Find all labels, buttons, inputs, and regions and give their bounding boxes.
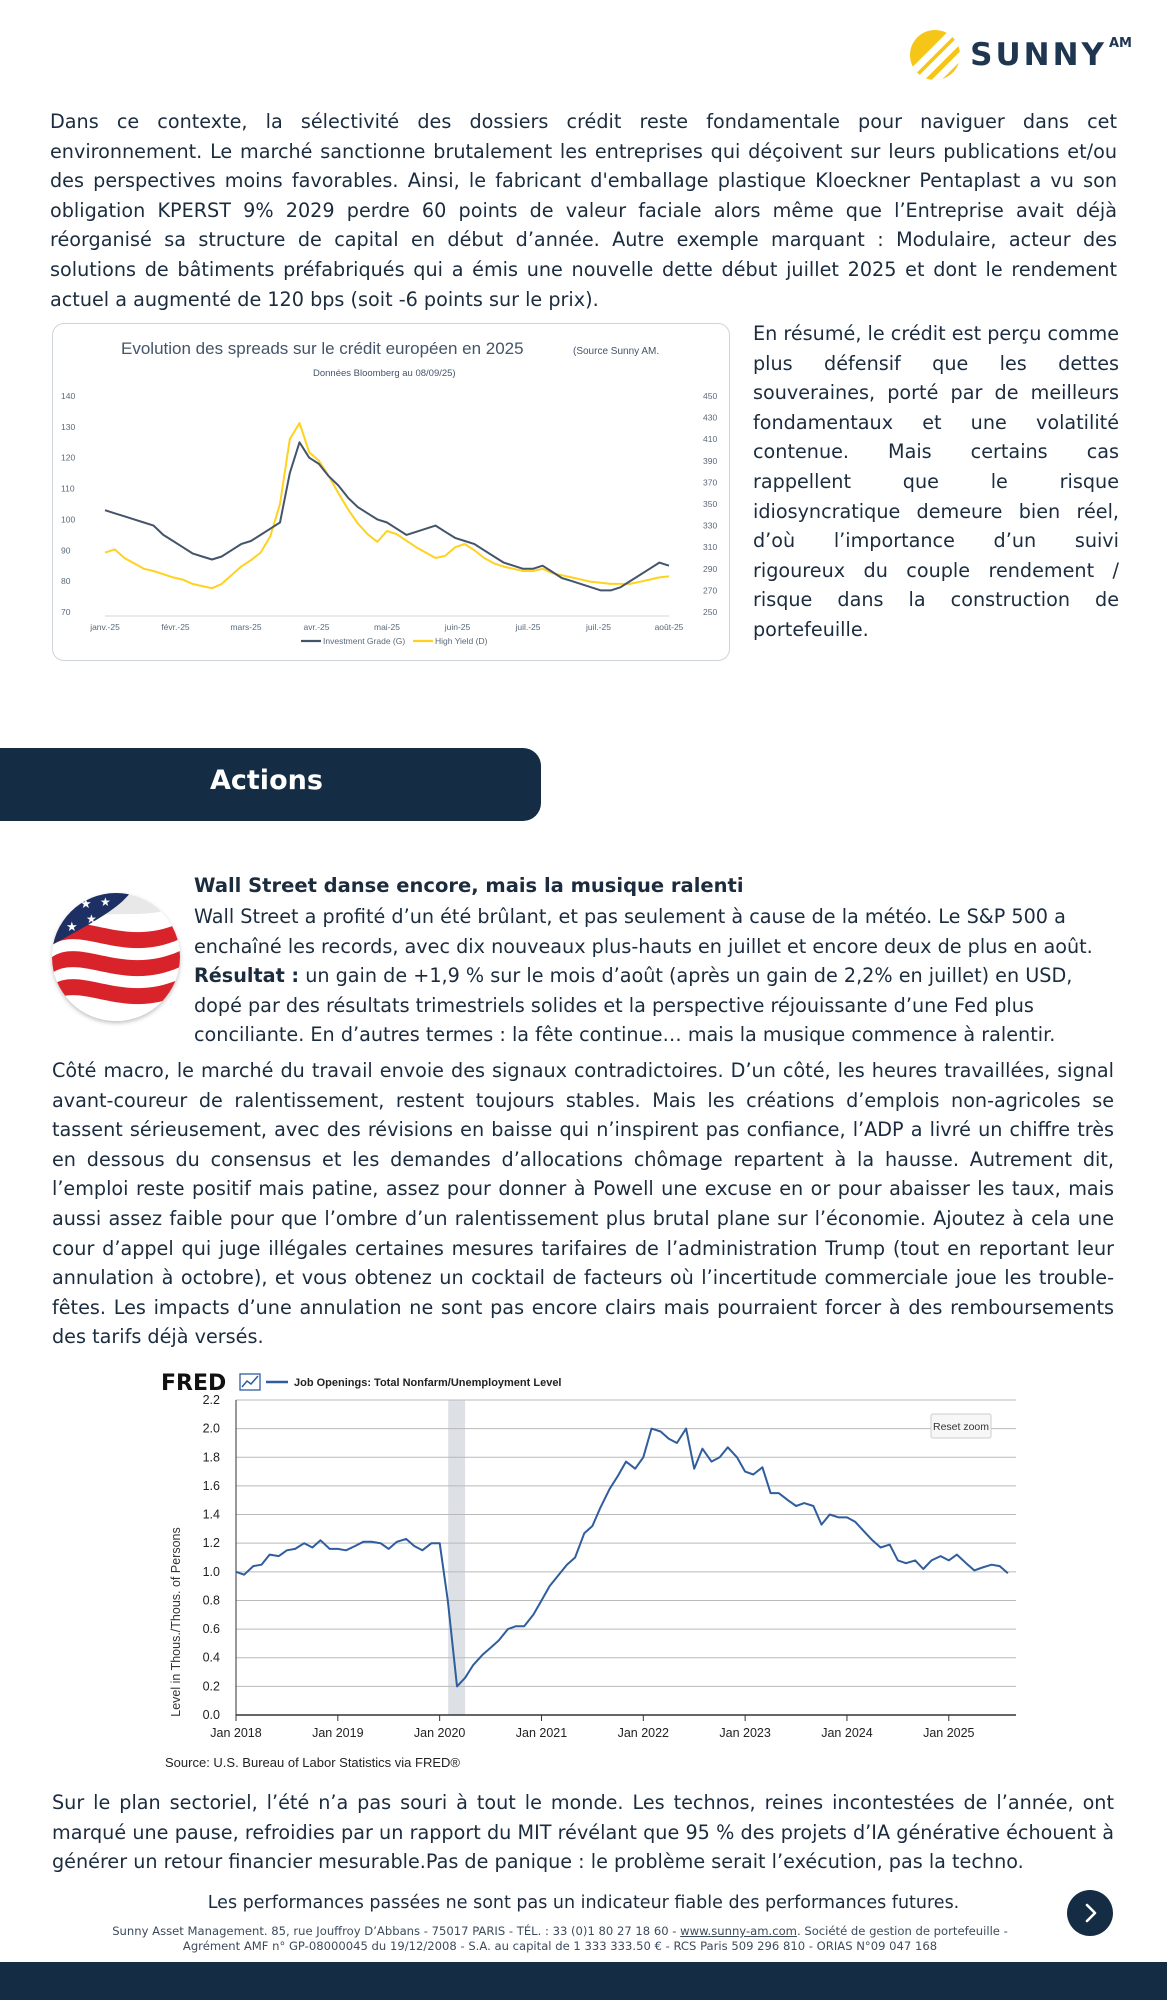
credit-intro-paragraph: Dans ce contexte, la sélectivité des dossiers crédit reste fondamentale pour naviguer dans cet environnement. Le marché sanctionne brutalement les entreprises qui déçoivent sur leurs publications et/ou des perspectives moins favorables. Ainsi, le fabricant d'emballage plastique Kloeckner Pentaplast a vu son obligation KPERST 9% 2029 perdre 60 points de valeur faciale alors même que l’Entreprise avait déjà réorganisé sa structure de capital en début d’année. Autre exemple marquant : Modulaire, acteur des solutions de bâtiments préfabriqués qui a émis une nouvelle dette début juillet 2025 et dont le rendement actuel a augmenté de 120 bps (soit -6 points sur le prix). <box>50 110 1117 311</box>
sector-paragraph: Sur le plan sectoriel, l’été n’a pas souri à tout le monde. Les technos, reines incontestées de l’année, ont marqué une pause, refroidies par un rapport du MIT révélant que 95 % des projets d’IA générative échouent à générer un retour financier mesurable.Pas de panique : le problème serait l’exécution, pas la techno. <box>52 1791 1114 1874</box>
macro-paragraph: Côté macro, le marché du travail envoie des signaux contradictoires. D’un côté, les heures travaillées, signal avant-coureur de ralentissement, restent toujours stables. Mais les créations d’emplois non-agricoles se tassent sérieusement, avec des révisions en baisse qui n’inspirent pas confiance, l’ADP a livré un chiffre très en dessous du consensus et les demandes d’allocations chômage repartent à la hausse. Autrement dit, l’emploi reste positif mais patine, assez pour donner à Powell une excuse en or pour abaisser les taux, mais aussi assez faible pour que l’ombre d’un ralentissement plus brutal plane sur l’économie. Ajoutez à cela une cour d’appel qui juge illégales certaines mesures tarifaires de l’administration Trump (tout en reportant leur annulation à octobre), et vous obtenez un cocktail de facteurs où l’incertitude commerciale joue les trouble-fêtes. Les impacts d’une annulation ne sont pas encore clairs mais pourraient forcer à des remboursements des tarifs déjà versés. <box>52 1059 1114 1349</box>
spread-right-tick: 410 <box>703 434 718 445</box>
fred-y-tick: 0.6 <box>202 1622 220 1637</box>
fred-y-tick: 2.0 <box>202 1421 220 1436</box>
section-title: Actions <box>210 765 323 796</box>
spread-x-tick: mars-25 <box>230 622 262 632</box>
fred-chart <box>158 1362 1020 1780</box>
credit-summary-paragraph: En résumé, le crédit est perçu comme plus défensif que les dettes souveraines, porté par de meilleurs fondamentaux et une volatilité contenue. Mais certains cas rappellent que le risque idiosyncratique demeure bien réel, d’où l’importance d’un suivi rigoureux du couple rendement / risque dans la construction de portefeuille. <box>753 322 1119 641</box>
spread-chart <box>53 324 729 660</box>
spread-right-tick: 310 <box>703 542 718 553</box>
fred-y-tick: 0.2 <box>202 1679 220 1694</box>
result-label: Résultat : <box>194 964 300 988</box>
spread-right-tick: 390 <box>703 455 718 466</box>
spread-right-tick: 350 <box>703 499 718 509</box>
spread-left-tick: 140 <box>61 391 76 401</box>
equities-headline: Wall Street danse encore, mais la musique ralenti <box>194 874 744 897</box>
fred-x-tick: Jan 2019 <box>312 1726 364 1740</box>
spread-left-tick: 80 <box>61 576 71 587</box>
footer-bar <box>0 1962 1167 2000</box>
section-header-band <box>0 748 541 821</box>
legend-ig-label: Investment Grade (G) <box>323 636 406 646</box>
website-link[interactable]: www.sunny-am.com <box>680 1924 797 1938</box>
legal-text-b: . Société de gestion de portefeuille - Agrément AMF n° GP-08000045 du 19/12/2008 - S.A. au capital de 1 333 333.50 € - RCS Paris 509 296 810 - ORIAS N°09 047 168 <box>182 1924 1008 1953</box>
reset-zoom-label: Reset zoom <box>932 1421 990 1433</box>
spread-x-tick: janv.-25 <box>90 622 120 632</box>
spread-right-tick: 330 <box>703 520 718 531</box>
fred-x-tick: Jan 2020 <box>413 1726 466 1740</box>
spread-left-tick: 90 <box>61 545 71 556</box>
spread-chart-title: Evolution des spreads sur le crédit européen en 2025 <box>121 339 524 358</box>
fred-y-tick: 0.4 <box>202 1650 220 1665</box>
fred-chart-icon <box>240 1374 260 1390</box>
legal-text-a: Sunny Asset Management. 85, rue Jouffroy D’Abbans - 75017 PARIS - TÉL. : 33 (0)1 80 27 18 60 - <box>112 1924 681 1938</box>
spread-x-tick: mai-25 <box>374 622 400 632</box>
fred-x-tick: Jan 2023 <box>719 1726 771 1740</box>
spread-right-tick: 430 <box>703 412 718 423</box>
fred-series-label: Job Openings: Total Nonfarm/Unemployment Level <box>294 1377 562 1389</box>
sunny-am-logo <box>910 30 1132 80</box>
sun-logo-icon <box>910 30 960 80</box>
svg-text:★: ★ <box>60 901 73 917</box>
us-flag-icon <box>52 893 180 1021</box>
spread-x-tick: août-25 <box>654 622 684 632</box>
spread-right-tick: 270 <box>703 585 718 596</box>
fred-y-tick: 0.8 <box>202 1593 220 1608</box>
svg-text:★: ★ <box>80 897 92 912</box>
job-openings-ratio-line <box>236 1429 1008 1687</box>
recession-band <box>448 1400 465 1715</box>
spread-left-tick: 100 <box>61 514 76 525</box>
svg-text:★: ★ <box>100 895 111 909</box>
equities-intro-paragraph <box>194 902 1114 1050</box>
legend-hy-label: High Yield (D) <box>435 636 488 646</box>
spread-right-tick: 290 <box>703 563 718 574</box>
spread-chart-subtitle: Données Bloomberg au 08/09/25) <box>313 368 456 379</box>
spread-left-tick: 130 <box>61 421 76 432</box>
svg-text:★: ★ <box>66 920 78 935</box>
spread-x-tick: févr.-25 <box>161 622 190 632</box>
logo-wordmark: SUNNY <box>970 37 1107 73</box>
intro-text-b: un gain de +1,9 % sur le mois d’août (après un gain de 2,2% en juillet) en USD, dopé par des résultats trimestriels solides et la perspective réjouissante d’une Fed plus conciliante. En d’autres termes : la fête continue… mais la musique commence à ralentir. <box>194 964 1073 1047</box>
intro-text-a: Wall Street a profité d’un été brûlant, et pas seulement à cause de la météo. Le S&P 500 a enchaîné les records, avec dix nouveaux plus-hauts en juillet et encore deux de plus en août. <box>194 905 1093 958</box>
fred-x-tick: Jan 2025 <box>923 1726 975 1740</box>
fred-chart-svg <box>158 1362 1020 1780</box>
fred-x-tick: Jan 2018 <box>210 1726 262 1740</box>
spread-x-tick: avr.-25 <box>303 622 330 632</box>
spread-chart-source: (Source Sunny AM. <box>573 346 660 357</box>
fred-x-tick: Jan 2021 <box>515 1726 568 1740</box>
legal-notice <box>95 1924 1025 1954</box>
spread-left-tick: 120 <box>61 452 76 463</box>
fred-x-tick: Jan 2024 <box>821 1726 873 1740</box>
spread-right-tick: 370 <box>703 477 718 488</box>
fred-logo: FRED <box>161 1371 227 1396</box>
chevron-right-icon <box>1079 1902 1101 1924</box>
spread-right-tick: 450 <box>703 391 718 401</box>
spread-x-tick: juil.-25 <box>515 622 541 632</box>
svg-text:★: ★ <box>86 912 97 926</box>
fred-y-tick: 2.2 <box>202 1393 220 1407</box>
spread-left-tick: 110 <box>61 483 75 494</box>
fred-y-tick: 1.8 <box>202 1450 220 1465</box>
investment-grade-line <box>105 442 669 590</box>
fred-y-tick: 0.0 <box>202 1708 220 1722</box>
fred-y-tick: 1.6 <box>202 1478 220 1493</box>
high-yield-line <box>105 423 669 588</box>
fred-y-tick: 1.0 <box>202 1564 220 1579</box>
spread-x-tick: juin-25 <box>444 622 471 632</box>
next-page-button[interactable] <box>1067 1890 1113 1936</box>
reset-zoom-button[interactable] <box>931 1414 991 1438</box>
logo-suffix: AM <box>1109 35 1132 51</box>
fred-source: Source: U.S. Bureau of Labor Statistics via FRED® <box>165 1755 460 1770</box>
fred-y-tick: 1.2 <box>202 1536 220 1551</box>
spread-right-tick: 250 <box>703 607 718 617</box>
fred-y-axis-label: Level in Thous./Thous. of Persons <box>169 1527 183 1717</box>
fred-y-tick: 1.4 <box>202 1507 220 1522</box>
fred-x-tick: Jan 2022 <box>617 1726 670 1740</box>
spread-x-tick: juil.-25 <box>585 622 612 632</box>
spread-left-tick: 70 <box>61 607 71 617</box>
spread-chart-card <box>52 323 730 661</box>
performance-disclaimer: Les performances passées ne sont pas un indicateur fiable des performances futures. <box>207 1893 960 1913</box>
